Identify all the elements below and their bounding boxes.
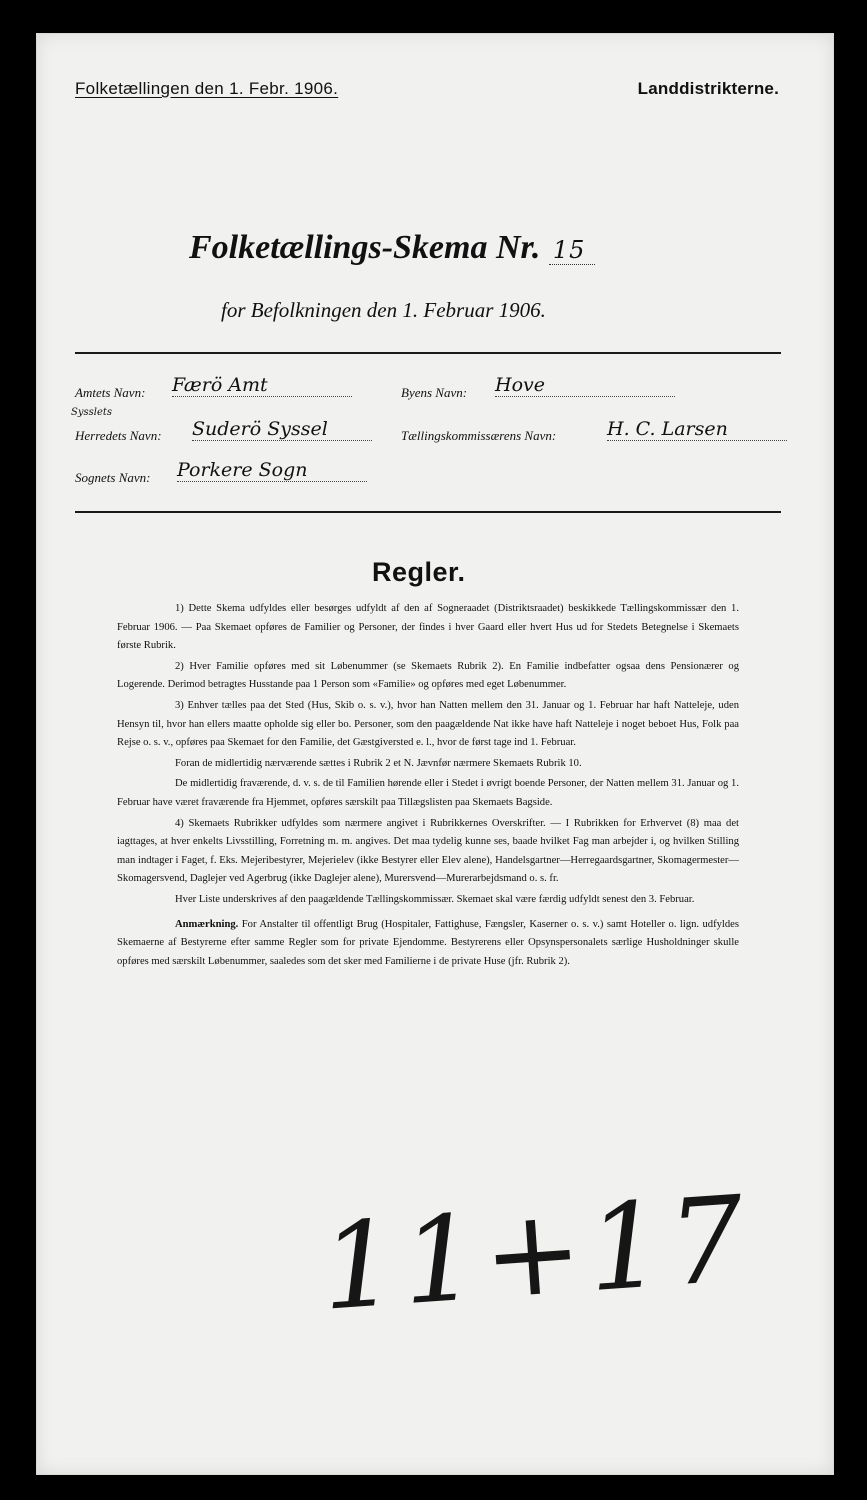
herred-value: Suderö Syssel: [192, 418, 372, 441]
rule-paragraph: 4) Skemaets Rubrikker udfyldes som nærmere angivet i Rubrikkernes Overskrifter. — I Rubrikken for Erhvervet (8) maa det iagttages, at hver enkelts Livsstilling, Forretning m. m. angives. Det maa tydelig kunne ses, baade hvilket Fag man arbejder i, og hvilken Stilling man indtager i Faget, f. Eks. Mejeribestyrer, Mejerielev (ikke Bestyrer eller Elev alene), Handelsgartner—Herregaardsgartner, Skomagermester—Skomagersvend, Daglejer ved Agerbrug (ikke Daglejer alene), Murersvend—Murerarbejdsmand o. s. fr.: [117, 817, 739, 885]
note-label: Anmærkning.: [175, 918, 239, 930]
amt-value: Færö Amt: [172, 374, 352, 397]
sogn-label: Sognets Navn:: [75, 470, 151, 485]
form-title-text: Folketællings-Skema Nr.: [189, 229, 541, 266]
form-number-handwritten: 15: [549, 236, 596, 265]
rules-text: [117, 600, 739, 973]
rule-paragraph: Hver Liste underskrives af den paagældende Tællingskommissær. Skemaet skal være færdig udfyldt senest den 3. Februar.: [175, 893, 695, 905]
rule-paragraph: Foran de midlertidig nærværende sættes i Rubrik 2 et N. Jævnfør nærmere Skemaets Rubrik 10.: [175, 757, 582, 769]
rules-title: Regler.: [372, 557, 466, 587]
form-title: [189, 229, 595, 267]
herred-label: Herredets Navn:: [75, 428, 162, 443]
note-text: For Anstalter til offentligt Brug (Hospitaler, Fattighuse, Fængsler, Kaserner o. s. v.) samt Hoteller o. lign. udfyldes Skemaerne af Bestyrerne efter samme Regler som for private Ejendomme. Bestyrerens eller Opsynspersonalets særlige Husholdninger skulle opføres med særskilt Løbenummer, saaledes som det sker med Familierne i de private Huse (jfr. Rubrik 2).: [117, 918, 739, 967]
handwritten-total: 11+17: [316, 1169, 755, 1337]
rule-paragraph: 1) Dette Skema udfyldes eller besørges udfyldt af den af Sogneraadet (Distriktsraadet) beskikkede Tællingskommissær den 1. Februar 1906. — Paa Skemaet opføres de Familier og Personer, der findes i hver Gaard eller hvert Hus ud for Stedets Betegnelse i Skemaets første Rubrik.: [117, 603, 739, 652]
bottom-divider: [75, 511, 781, 513]
sogn-value: Porkere Sogn: [177, 459, 367, 482]
district-type-label: Landdistrikterne.: [637, 79, 779, 98]
byens-value: Hove: [495, 374, 675, 397]
byens-label: Byens Navn:: [401, 385, 468, 400]
rule-paragraph: 3) Enhver tælles paa det Sted (Hus, Skib o. s. v.), hvor han Natten mellem den 31. Januar og 1. Februar har haft Natteleje, uden Hensyn til, hvor han ellers maatte opholde sig eller bo. Personer, som den paagældende Nat ikke have haft Natteleje i noget beboet Hus, Folk paa Rejse o. s. v., opføres paa Skemaet for den Familie, det Gæstgiversted e. l., hvor de først tage ind 1. Februar.: [117, 699, 739, 749]
kommissaer-label: Tællingskommissærens Navn:: [401, 428, 557, 443]
note-paragraph: [117, 916, 739, 972]
rule-paragraph: De midlertidig fraværende, d. v. s. de til Familien hørende eller i Stedet i øvrigt boende Personer, der Natten mellem 31. Januar og 1. Februar have været fraværende fra Hjemmet, opføres særskilt paa Tillægslisten paa Skemaets Bagside.: [117, 778, 739, 808]
census-form-sheet: [36, 33, 834, 1475]
amt-label: Amtets Navn:: [75, 385, 146, 400]
kommissaer-value: H. C. Larsen: [607, 418, 787, 441]
rule-paragraph: 2) Hver Familie opføres med sit Løbenummer (se Skemaets Rubrik 2). En Familie indbefatter ogsaa dens Pensionærer og Logerende. Derimod betragtes Husstande paa 1 Person som «Familie» og opføres med eget Løbenummer.: [117, 660, 739, 691]
census-header-title: Folketællingen den 1. Febr. 1906.: [75, 79, 339, 98]
top-divider: [75, 352, 781, 354]
sysselets-handwritten: Sysslets: [71, 407, 113, 418]
form-subtitle: for Befolkningen den 1. Februar 1906.: [221, 298, 546, 322]
